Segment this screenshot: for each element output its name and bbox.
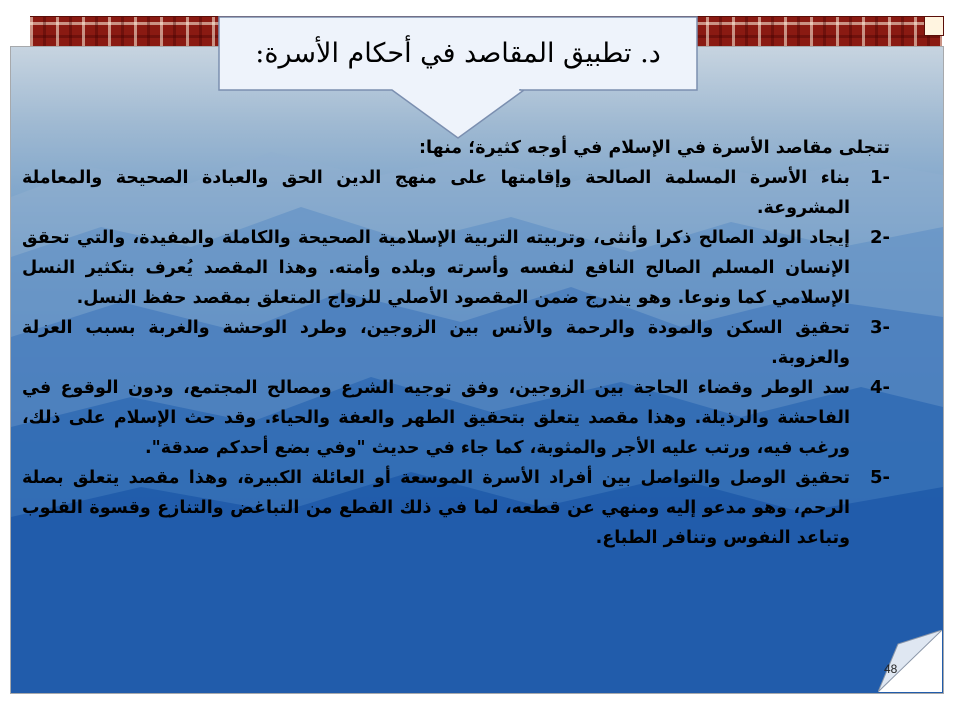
list-item — [22, 223, 890, 313]
list-item-text: تحقيق السكن والمودة والرحمة والأنس بين الزوجين، وطرد الوحشة والغربة بسبب العزلة والعزوبة. — [22, 318, 850, 368]
intro-text: تتجلى مقاصد الأسرة في الإسلام في أوجه كثيرة؛ منها: — [419, 138, 890, 158]
list-item — [22, 163, 890, 223]
list-item-text: سد الوطر وقضاء الحاجة بين الزوجين، وفق توجيه الشرع ومصالح المجتمع، ودون الوقوع في الفاحشة والرذيلة. وهذا مقصد يتعلق بتحقيق الطهر والعفة والحياء. وقد حث الإسلام على ذلك، ورغب فيه، ورتب عليه الأجر والمثوبة، كما جاء في حديث "وفي بضع أحدكم صدقة". — [22, 378, 850, 458]
list-item-number: 5- — [870, 467, 890, 488]
page-number: 48 — [884, 662, 898, 676]
decorative-square — [924, 16, 944, 36]
list-item-number: 1- — [870, 167, 890, 188]
list-item-number: 4- — [870, 377, 890, 398]
page-fold-corner — [878, 630, 942, 692]
list-item-number: 2- — [870, 227, 890, 248]
body-text — [22, 133, 890, 553]
list-item-text: إيجاد الولد الصالح ذكرا وأنثى، وتربيته التربية الإسلامية الصحيحة والكاملة والمفيدة، والتي تحقق الإنسان المسلم الصالح النافع لنفسه وأسرته وبلده وأمته. وهذا المقصد يُعرف بتكثير النسل الإسلامي كما ونوعا. وهو يندرج ضمن المقصود الأصلي للزواج المتعلق بمقصد حفظ النسل. — [22, 228, 850, 308]
list-item-text: تحقيق الوصل والتواصل بين أفراد الأسرة الموسعة أو العائلة الكبيرة، وهذا مقصد يتعلق بصلة الرحم، وهو مدعو إليه ومنهي عن قطعه، لما في ذلك القطع من التباغض والتنازع وقسوة القلوب وتباعد النفوس وتنافر الطباع. — [22, 468, 850, 548]
list-item — [22, 373, 890, 463]
list-item — [22, 313, 890, 373]
slide-title: د. تطبيق المقاصد في أحكام الأسرة: — [255, 37, 661, 69]
list-item-number: 3- — [870, 317, 890, 338]
list-item — [22, 463, 890, 553]
list-item-text: بناء الأسرة المسلمة الصالحة وإقامتها على منهج الدين الحق والعبادة الصحيحة والمعاملة المشروعة. — [22, 168, 850, 218]
